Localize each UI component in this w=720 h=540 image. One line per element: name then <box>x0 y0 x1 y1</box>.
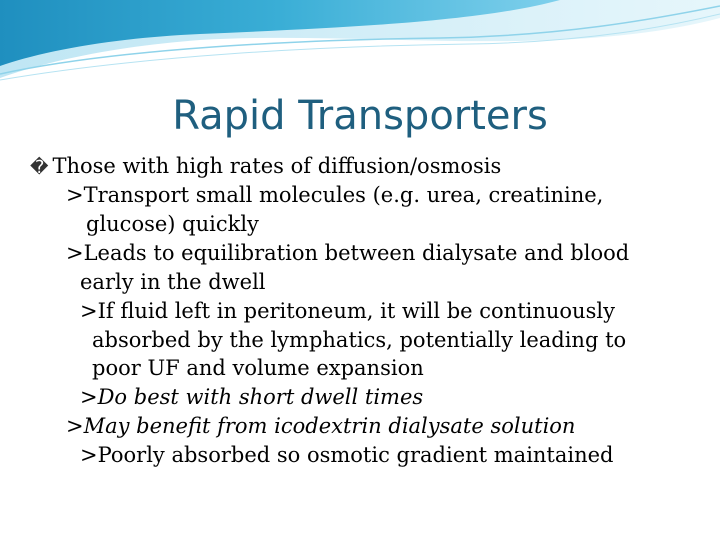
sub-bullet-line-8: poor UF and volume expansion <box>92 356 424 380</box>
sub-bullet-line-9: >Do best with short dwell times <box>80 385 424 409</box>
sub-bullet-line-2: >Transport small molecules (e.g. urea, creatinine, <box>66 183 604 207</box>
sub-bullet-line-3: glucose) quickly <box>86 212 259 236</box>
bullet-line-1 <box>30 152 501 182</box>
sub-bullet-line-7: absorbed by the lymphatics, potentially leading to <box>92 328 627 352</box>
header-wave-decoration <box>0 0 720 90</box>
slide-title: Rapid Transporters <box>172 93 548 139</box>
sub-bullet-line-10: >May benefit from icodextrin dialysate solution <box>66 414 576 438</box>
bullet-icon: � <box>30 157 49 178</box>
sub-bullet-line-4: >Leads to equilibration between dialysate and blood <box>66 241 630 265</box>
sub-bullet-line-11: >Poorly absorbed so osmotic gradient maintained <box>80 443 614 467</box>
sub-bullet-line-5: early in the dwell <box>80 270 266 294</box>
sub-bullet-line-6: >If fluid left in peritoneum, it will be continuously <box>80 299 615 323</box>
bullet-text: Those with high rates of diffusion/osmosis <box>52 154 502 178</box>
